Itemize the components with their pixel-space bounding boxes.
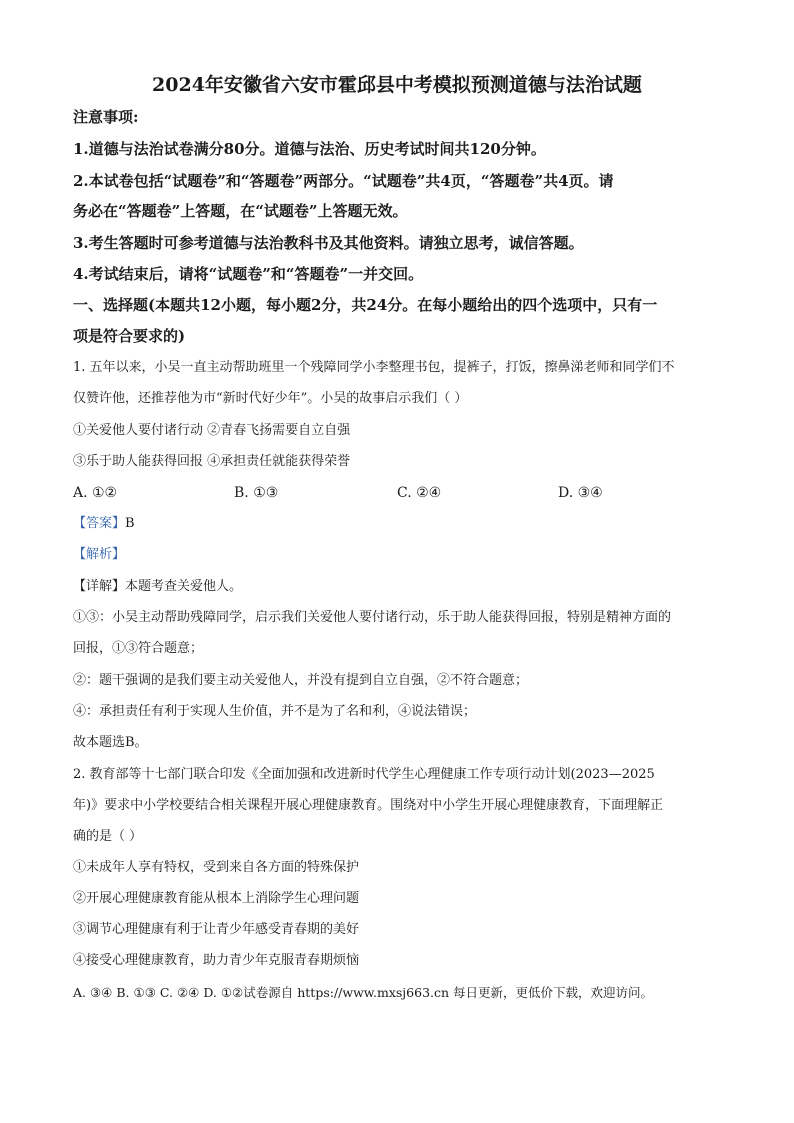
answer-label: 【答案】	[73, 516, 126, 531]
q1-explain-line-1: ①③：小吴主动帮助残障同学，启示我们关爱他人要付诸行动，乐于助人能获得回报，特别是精神方面的	[73, 610, 672, 625]
q1-answer	[73, 514, 135, 534]
q2-statement-2: ②开展心理健康教育能从根本上消除学生心理问题	[73, 891, 360, 906]
q2-statement-4: ④接受心理健康教育，助力青少年克服青春期烦恼	[73, 953, 360, 968]
notice-item-2-cont: 务必在“答题卷”上答题，在“试题卷”上答题无效。	[73, 202, 408, 220]
q2-statement-1: ①未成年人享有特权，受到来自各方面的特殊保护	[73, 860, 360, 875]
notice-heading: 注意事项:	[73, 108, 139, 126]
detail-label: 【详解】	[73, 579, 126, 594]
q1-option-b: B. ①③	[234, 485, 279, 501]
q2-stem-cont-2: 确的是（ ）	[73, 829, 143, 844]
page-title: 2024年安徽省六安市霍邱县中考模拟预测道德与法治试题	[152, 74, 642, 96]
notice-item-3: 3.考生答题时可参考道德与法治教科书及其他资料。请独立思考，诚信答题。	[73, 234, 584, 252]
q2-options-and-source: A. ③④ B. ①③ C. ②④ D. ①②试卷源自 https://www.mxsj663.cn 每日更新，更低价下载，欢迎访问。	[73, 985, 654, 1000]
q1-stem-cont: 仅赞许他，还推荐他为市“新时代好少年”。小吴的故事启示我们（ ）	[73, 391, 468, 406]
section-heading: 一、选择题(本题共12小题，每小题2分，共24分。在每小题给出的四个选项中，只有一	[73, 296, 658, 314]
q1-detail	[73, 577, 242, 597]
answer-value: B	[125, 516, 135, 531]
q2-stem-cont-1: 年)》要求中小学校要结合相关课程开展心理健康教育。围绕对中小学生开展心理健康教育，下面理解正	[73, 798, 664, 813]
q1-option-c: C. ②④	[397, 485, 442, 501]
q2-stem: 2. 教育部等十七部门联合印发《全面加强和改进新时代学生心理健康工作专项行动计划(2023—2025	[73, 767, 655, 782]
q1-explain-line-5: 故本题选B。	[73, 735, 148, 750]
notice-item-2: 2.本试卷包括“试题卷”和“答题卷”两部分。“试题卷”共4页，“答题卷”共4页。请	[73, 172, 614, 190]
q1-explain-line-4: ④：承担责任有利于实现人生价值，并不是为了名和利，④说法错误；	[73, 704, 477, 719]
notice-item-4: 4.考试结束后，请将“试题卷”和“答题卷”一并交回。	[73, 265, 424, 283]
notice-item-1: 1.道德与法治试卷满分80分。道德与法治、历史考试时间共120分钟。	[73, 140, 546, 158]
q1-explain-line-3: ②：题干强调的是我们要主动关爱他人，并没有提到自立自强，②不符合题意；	[73, 673, 529, 688]
analysis-label: 【解析】	[73, 547, 126, 562]
q2-statement-3: ③调节心理健康有利于让青少年感受青春期的美好	[73, 922, 360, 937]
q1-option-a: A. ①②	[73, 485, 118, 501]
q1-option-d: D. ③④	[558, 485, 603, 501]
q1-stem: 1. 五年以来，小吴一直主动帮助班里一个残障同学小李整理书包，提裤子，打饭，擦鼻涕老师和同学们不	[73, 360, 675, 375]
detail-text: 本题考查关爱他人。	[125, 579, 243, 594]
section-heading-cont: 项是符合要求的)	[73, 327, 186, 345]
q1-statement-row-1: ①关爱他人要付诸行动 ②青春飞扬需要自立自强	[73, 423, 351, 438]
q1-statement-row-2: ③乐于助人能获得回报 ④承担责任就能获得荣誉	[73, 454, 351, 469]
q1-explain-line-2: 回报，①③符合题意；	[73, 641, 204, 656]
